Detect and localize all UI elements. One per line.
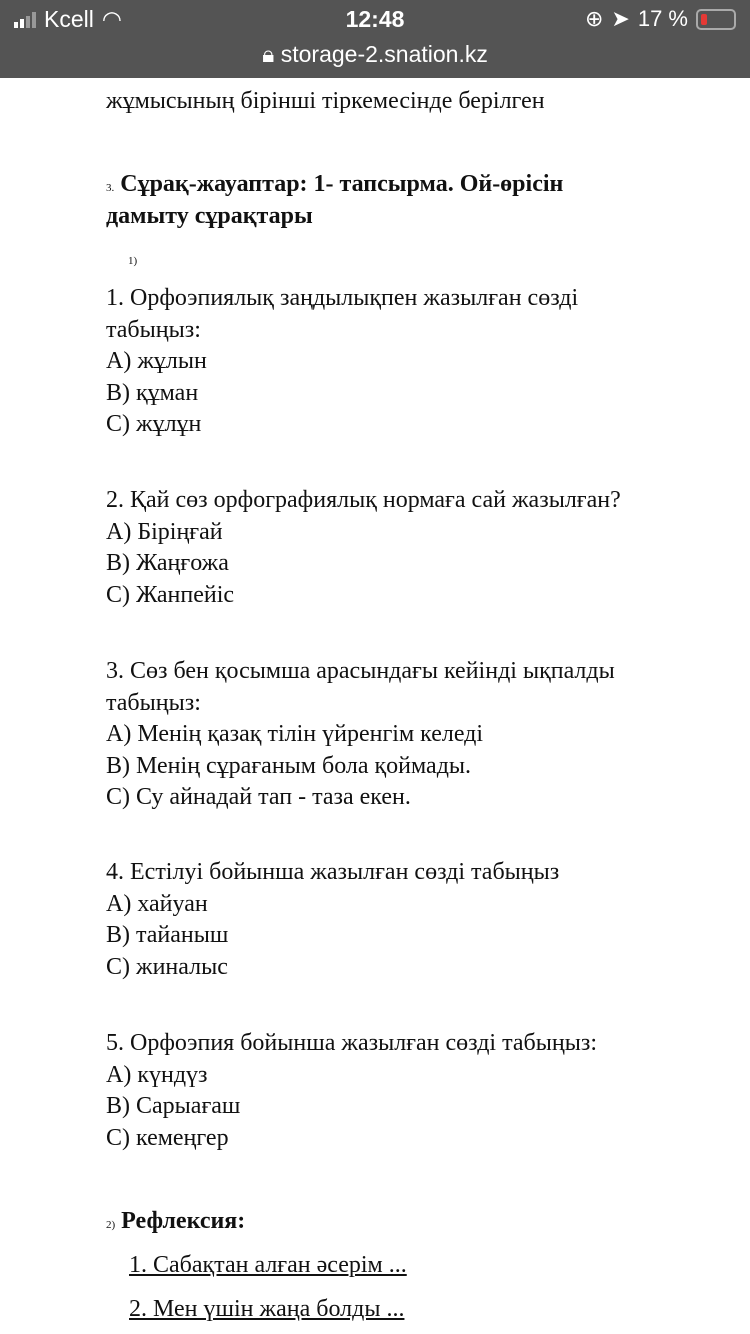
question-5 [106, 1028, 597, 1154]
reflection-heading [106, 1206, 245, 1241]
time: 12:48 [345, 6, 405, 32]
answer-option: B) Сарыағаш [106, 1093, 241, 1120]
url-text: storage-2.snation.kz [280, 41, 488, 67]
sub-number: 1) [128, 255, 138, 267]
question-1 [106, 283, 578, 441]
top-line: жұмысының бірінші тіркемесінде берілген [106, 88, 545, 114]
answer-option: C) Жанпейіс [106, 581, 235, 608]
section-title-line2: дамыту сұрақтары [106, 202, 313, 229]
question-text: табыңыз: [106, 316, 201, 343]
answer-option: C) жұлұн [106, 411, 202, 438]
question-text: табыңыз: [106, 689, 201, 716]
section-heading [106, 169, 563, 232]
section-title-line1: Сұрақ-жауаптар: 1- тапсырма. Ой-өрісін [120, 171, 564, 197]
answer-option: B) Менің сұрағаным бола қоймады. [106, 752, 472, 779]
answer-option: A) күндүз [106, 1061, 208, 1088]
battery-icon [696, 9, 736, 30]
question-text: 4. Естілуі бойынша жазылған сөзді табыңыз [106, 859, 560, 885]
question-text: 5. Орфоэпия бойынша жазылған сөзді табыңыз: [106, 1030, 597, 1056]
status-bar [0, 0, 750, 78]
rotation-lock-icon: ⊕ [584, 6, 604, 31]
answer-option: A) хайуан [106, 890, 208, 917]
battery-percent: 17 % [637, 6, 688, 31]
answer-option: B) құман [106, 379, 199, 406]
lock-icon: 🔒︎ [262, 41, 275, 67]
answer-option: C) Су айнадай тап - таза екен. [106, 784, 411, 811]
question-2 [106, 485, 621, 611]
question-3 [106, 656, 615, 814]
answer-option: A) Менің қазақ тілін үйренгім келеді [106, 721, 484, 748]
reflection-item: 1. Сабақтан алған әсерім ... [129, 1252, 407, 1278]
question-4 [106, 857, 559, 983]
carrier: Kcell [44, 6, 94, 32]
question-text: 3. Сөз бен қосымша арасындағы кейінді ықпалды [106, 658, 615, 684]
section-number: 3. [106, 182, 115, 194]
answer-option: B) Жаңғожа [106, 550, 229, 577]
answer-option: C) жиналыс [106, 953, 228, 980]
reflection-number: 2) [106, 1219, 116, 1231]
answer-option: A) Біріңғай [106, 518, 223, 545]
reflection-item: 2. Мен үшін жаңа болды ... [129, 1296, 405, 1322]
answer-option: A) жұлын [106, 348, 207, 375]
location-icon: ➤ [611, 6, 630, 31]
question-text: 1. Орфоэпиялық заңдылықпен жазылған сөзді [106, 285, 579, 311]
answer-option: C) кемеңгер [106, 1124, 229, 1151]
reflection-title: Рефлексия: [121, 1208, 246, 1234]
address-bar[interactable] [0, 41, 750, 68]
wifi-icon: ◠ [101, 6, 122, 32]
question-text: 2. Қай сөз орфографиялық нормаға сай жазылған? [106, 487, 621, 513]
answer-option: B) тайаныш [106, 922, 229, 949]
